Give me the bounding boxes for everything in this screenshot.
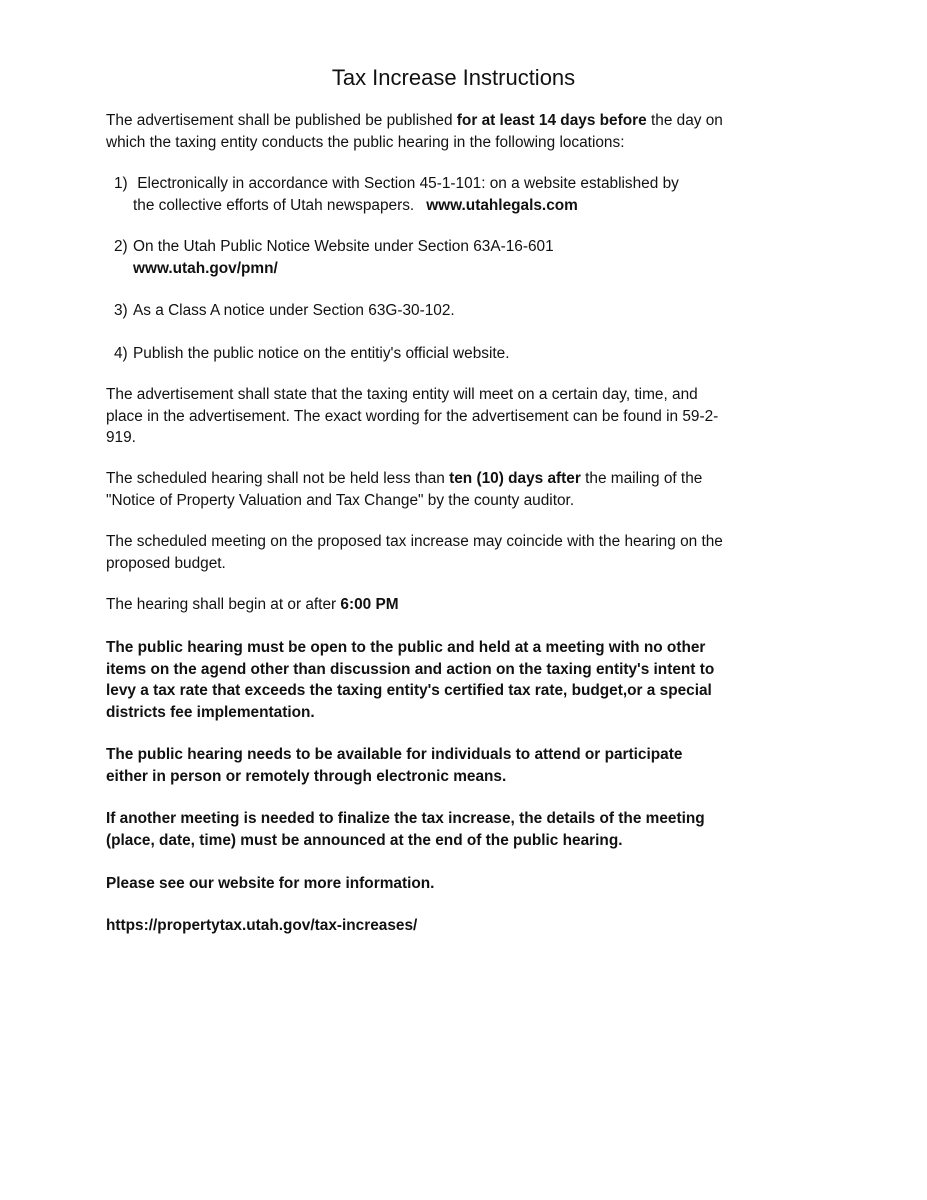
time-text-bold: 6:00 PM	[340, 596, 399, 613]
location-link[interactable]: www.utah.gov/pmn/	[133, 259, 278, 277]
location-text: As a Class A notice under Section 63G-30-102.	[133, 302, 455, 319]
schedule-text-pre: The scheduled hearing shall not be held less than	[106, 470, 450, 487]
time-paragraph	[106, 594, 746, 616]
intro-paragraph	[106, 110, 746, 153]
location-item-2	[114, 236, 734, 279]
intro-text-pre: The advertisement shall be published be published	[106, 112, 457, 129]
schedule-text-post: the mailing of the "Notice of Property Valuation and Tax Change" by the county auditor.	[106, 470, 703, 509]
intro-text-post: the day on which the taxing entity conducts the public hearing in the following locations:	[106, 112, 723, 151]
location-number: 4)	[114, 345, 128, 362]
intro-text-bold: for at least 14 days before	[456, 112, 647, 129]
hearing-remote-paragraph: The public hearing needs to be available for individuals to attend or participate either in person or remotely through electronic means.	[106, 746, 683, 785]
location-item-4	[114, 343, 734, 365]
statement-paragraph: The advertisement shall state that the taxing entity will meet on a certain day, time, and place in the advertisement. The exact wording for the advertisement can be found in 59-2-919.	[106, 386, 719, 446]
schedule-text-bold: ten (10) days after	[449, 470, 581, 487]
time-text-pre: The hearing shall begin at or after	[106, 596, 341, 613]
website-link[interactable]: https://propertytax.utah.gov/tax-increases/	[106, 917, 418, 934]
another-meeting-paragraph: If another meeting is needed to finalize the tax increase, the details of the meeting (place, date, time) must be announced at the end of the public hearing.	[106, 810, 705, 849]
location-item-3	[114, 300, 734, 322]
location-text-line1: Electronically in accordance with Section 45-1-101: on a website established by	[137, 175, 679, 192]
location-text: On the Utah Public Notice Website under Section 63A-16-601	[133, 238, 554, 255]
coincide-paragraph: The scheduled meeting on the proposed tax increase may coincide with the hearing on the proposed budget.	[106, 533, 723, 572]
location-number: 1)	[114, 175, 128, 192]
location-number: 2)	[114, 238, 128, 255]
page-title: Tax Increase Instructions	[331, 65, 576, 90]
schedule-paragraph	[106, 468, 726, 511]
location-text-line2: the collective efforts of Utah newspapers. www.utahlegals.com	[133, 196, 578, 214]
more-info-paragraph: Please see our website for more information.	[106, 875, 435, 892]
location-text: Publish the public notice on the entitiy's official website.	[133, 345, 510, 362]
hearing-open-paragraph: The public hearing must be open to the public and held at a meeting with no other items on the agend other than discussion and action on the taxing entity's intent to levy a tax rate that exceeds the taxing entity's certified tax rate, budget,or a special districts fee implementation.	[106, 639, 715, 721]
location-number: 3)	[114, 302, 128, 319]
location-link[interactable]: www.utahlegals.com	[426, 196, 578, 214]
location-item-1	[114, 173, 734, 216]
